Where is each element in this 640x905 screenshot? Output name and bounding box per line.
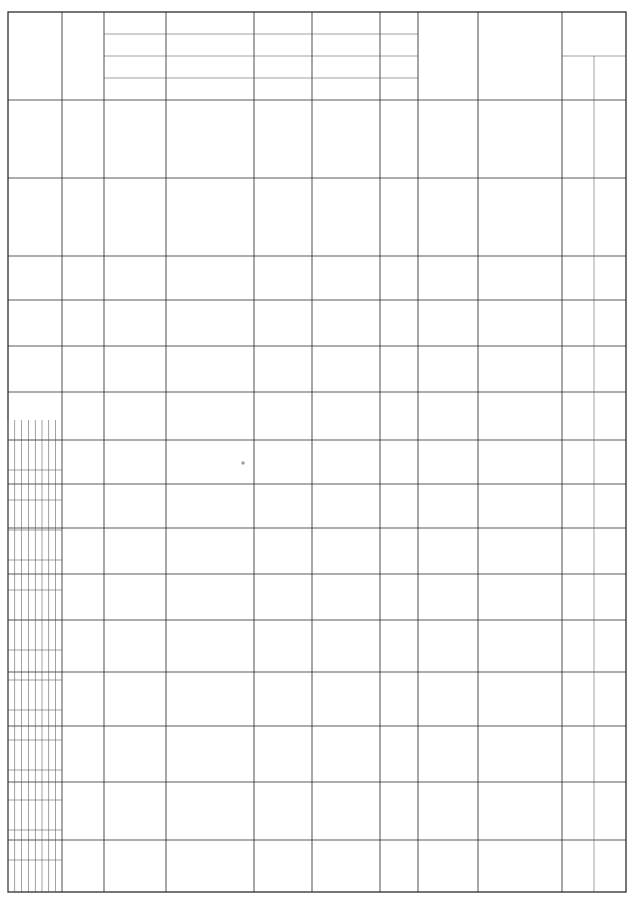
scan-speck [241, 461, 244, 464]
